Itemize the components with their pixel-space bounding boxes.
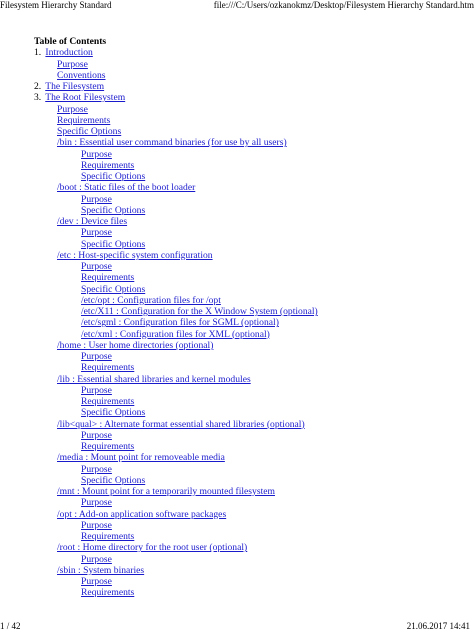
- toc-link[interactable]: Purpose: [81, 384, 112, 396]
- toc-link[interactable]: Requirements: [81, 441, 135, 452]
- page-number: 1 / 42: [0, 621, 21, 631]
- document-url: file:///C:/Users/ozkanokmz/Desktop/Filesystem Hierarchy Standard.htm: [213, 0, 474, 10]
- toc-item: [34, 160, 464, 171]
- toc-link[interactable]: Introduction: [45, 47, 93, 59]
- toc-link[interactable]: Purpose: [81, 519, 112, 531]
- toc-link[interactable]: /etc/X11 : Configuration for the X Window System (optional): [81, 306, 318, 317]
- toc-item: [34, 441, 464, 452]
- toc-item-number: 2.: [34, 81, 42, 92]
- toc-item: [34, 137, 464, 148]
- toc-link[interactable]: Specific Options: [81, 204, 146, 216]
- toc-item: [34, 182, 464, 193]
- print-header: [0, 0, 474, 12]
- toc-item: [34, 194, 464, 205]
- toc-item: [34, 47, 464, 58]
- toc-link[interactable]: Purpose: [57, 103, 88, 115]
- toc-link[interactable]: Specific Options: [81, 474, 146, 486]
- toc-link[interactable]: Requirements: [81, 587, 135, 599]
- toc-link[interactable]: /bin : Essential user command binaries (for use by all users): [57, 137, 287, 149]
- toc-link[interactable]: /root : Home directory for the root user (optional): [57, 542, 248, 554]
- toc-link[interactable]: /mnt : Mount point for a temporarily mounted filesystem: [57, 486, 275, 497]
- toc-item: [34, 306, 464, 317]
- toc-link[interactable]: Conventions: [57, 69, 106, 81]
- toc-item: [34, 329, 464, 340]
- toc-item: [34, 542, 464, 553]
- toc-link[interactable]: Purpose: [81, 148, 112, 160]
- toc-item: [34, 227, 464, 238]
- toc-link[interactable]: The Root Filesystem: [45, 92, 126, 104]
- toc-link[interactable]: Requirements: [81, 396, 135, 407]
- toc-item: [34, 284, 464, 295]
- toc-link[interactable]: /dev : Device files: [57, 216, 128, 227]
- toc-link[interactable]: /home : User home directories (optional): [57, 339, 214, 351]
- toc-item: [34, 216, 464, 227]
- document-title: Filesystem Hierarchy Standard: [0, 0, 112, 10]
- toc-link[interactable]: /sbin : System binaries: [57, 564, 145, 576]
- toc-link[interactable]: Requirements: [81, 272, 135, 284]
- toc-item: [34, 70, 464, 81]
- toc-item: [34, 486, 464, 497]
- toc-item: [34, 419, 464, 430]
- toc-link[interactable]: Specific Options: [81, 238, 146, 250]
- toc-item: [34, 250, 464, 261]
- toc-item: [34, 509, 464, 520]
- toc-link[interactable]: Purpose: [81, 497, 112, 509]
- toc-item: [34, 92, 464, 103]
- toc-link[interactable]: /etc : Host-specific system configuration: [57, 249, 213, 261]
- toc-link[interactable]: Purpose: [81, 193, 112, 205]
- toc-link[interactable]: Requirements: [81, 159, 135, 171]
- toc-item: [34, 385, 464, 396]
- toc-link[interactable]: /etc/xml : Configuration files for XML (optional): [81, 328, 270, 340]
- toc-list: [34, 47, 464, 598]
- toc-link[interactable]: Purpose: [81, 576, 112, 587]
- toc-item: [34, 396, 464, 407]
- toc-link[interactable]: /etc/sgml : Configuration files for SGML (optional): [81, 317, 279, 329]
- toc-item: [34, 261, 464, 272]
- toc-link[interactable]: /etc/opt : Configuration files for /opt: [81, 294, 221, 306]
- toc-link[interactable]: Specific Options: [57, 126, 122, 137]
- toc-item: [34, 340, 464, 351]
- toc-item: [34, 565, 464, 576]
- toc-item: [34, 407, 464, 418]
- toc-item: [34, 587, 464, 598]
- toc-item: [34, 497, 464, 508]
- toc-link[interactable]: Specific Options: [81, 171, 146, 182]
- toc-link[interactable]: /lib : Essential shared libraries and kernel modules: [57, 373, 251, 385]
- print-datetime: 21.06.2017 14:41: [406, 621, 470, 631]
- toc-item: [34, 351, 464, 362]
- toc-link[interactable]: Purpose: [57, 58, 88, 70]
- toc-item-number: 3.: [34, 92, 42, 104]
- toc-link[interactable]: The Filesystem: [45, 81, 105, 92]
- toc-item: [34, 452, 464, 463]
- print-footer: [0, 620, 474, 632]
- toc-item: [34, 149, 464, 160]
- toc-link[interactable]: Specific Options: [81, 407, 146, 419]
- toc-item: [34, 126, 464, 137]
- toc-item: [34, 362, 464, 373]
- toc-item: [34, 115, 464, 126]
- toc-item: [34, 239, 464, 250]
- toc-item: [34, 171, 464, 182]
- toc-link[interactable]: /boot : Static files of the boot loader: [57, 182, 196, 194]
- toc-link[interactable]: Purpose: [81, 463, 112, 475]
- table-of-contents: [34, 36, 464, 599]
- toc-item: [34, 374, 464, 385]
- toc-link[interactable]: /media : Mount point for removeable media: [57, 452, 225, 464]
- toc-link[interactable]: Purpose: [81, 553, 112, 565]
- toc-item: [34, 205, 464, 216]
- toc-item: [34, 59, 464, 70]
- toc-item: [34, 464, 464, 475]
- toc-item: [34, 81, 464, 92]
- toc-link[interactable]: Purpose: [81, 227, 112, 239]
- toc-link[interactable]: Requirements: [81, 362, 135, 374]
- toc-item: [34, 554, 464, 565]
- toc-item-number: 1.: [34, 47, 42, 59]
- toc-item: [34, 576, 464, 587]
- toc-item: [34, 295, 464, 306]
- toc-item: [34, 104, 464, 115]
- toc-item: [34, 272, 464, 283]
- toc-link[interactable]: /lib<qual> : Alternate format essential shared libraries (optional): [57, 418, 305, 430]
- toc-link[interactable]: Requirements: [81, 531, 135, 542]
- toc-title: Table of Contents: [34, 36, 107, 47]
- toc-link[interactable]: Requirements: [57, 114, 111, 126]
- toc-link[interactable]: Purpose: [81, 351, 112, 362]
- toc-item: [34, 475, 464, 486]
- toc-link[interactable]: Purpose: [81, 429, 112, 441]
- toc-link[interactable]: Specific Options: [81, 283, 146, 295]
- toc-link[interactable]: Purpose: [81, 261, 112, 272]
- toc-item: [34, 531, 464, 542]
- toc-link[interactable]: /opt : Add-on application software packages: [57, 508, 227, 520]
- toc-item: [34, 317, 464, 328]
- toc-item: [34, 430, 464, 441]
- toc-item: [34, 520, 464, 531]
